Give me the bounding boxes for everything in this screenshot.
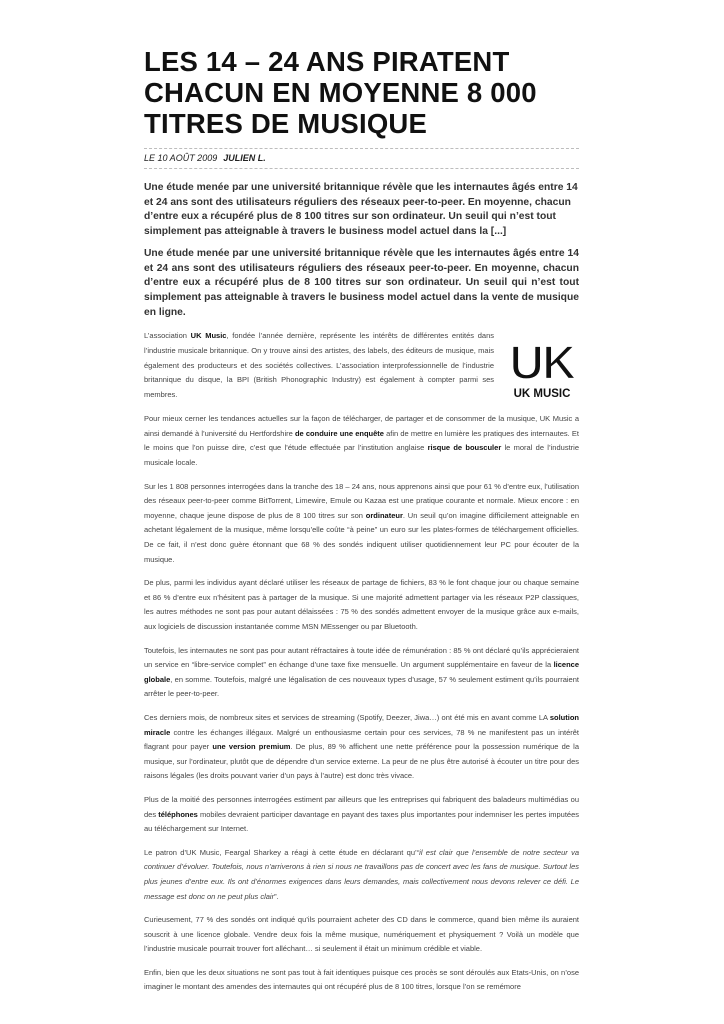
paragraph: Enfin, bien que les deux situations ne sont pas tout à fait identiques puisque ces procès se sont déroulés aux Etats-Unis, on n’ose imaginer le montant des amendes des internautes qui ont récupéré plus de 8 100 titres, lorsque l’on se remémore	[144, 967, 579, 992]
uk-music-logo	[505, 332, 579, 402]
paragraph: Curieusement, 77 % des sondés ont indiqué qu’ils pourraient acheter des CD dans le commerce, quand bien même ils auraient souscrit à une licence globale. Vendre deux fois la même musique, numériquement et physiquement ? Voilà un modèle que l’industrie musicale pourrait trouver fort alléchant… si seulement il était un minimum crédible et viable.	[144, 915, 579, 954]
paragraph: Toutefois, les internautes ne sont pas pour autant réfractaires à toute idée de rémunération : 85 % ont déclaré qu’ils apprécieraient un service en “libre-service complet” en échange d’une taxe fixe mensuelle. Un argument supplémentaire en faveur de la licence globale, en somme. Toutefois, malgré une légalisation de ces nouveaux types d’usage, 57 % seulement estiment qu’ils pourraient arrêter le peer-to-peer.	[144, 645, 579, 699]
article-title: LES 14 – 24 ANS PIRATENT CHACUN EN MOYENNE 8 000 TITRES DE MUSIQUE	[144, 46, 537, 139]
link-enquete[interactable]: de conduire une enquête	[294, 428, 384, 438]
link-uk-music[interactable]: UK Music	[190, 331, 227, 341]
article	[144, 46, 579, 995]
link-licence-globale[interactable]: licence globale	[144, 660, 579, 684]
link-telephones[interactable]: téléphones	[158, 809, 198, 819]
quote: “il est clair que l’ensemble de notre secteur va continuer d’évoluer. Toutefois, nous n’arriverons à rien si nous ne travaillons pas de concert avec les fans de musique. Surtout les plus jeunes d’entre eux. Ils ont d’énormes exigences dans leurs demandes, mais collectivement nous devons relever ce défi. Le message est donc on ne peut plus clair	[144, 847, 579, 901]
paragraph: L’association UK Music, fondée l’année dernière, représente les intérêts de différentes entités dans l’industrie musicale britannique. On y trouve ainsi des artistes, des labels, des éditeurs de musique, mais également des producteurs et des sociétés collectives. L’association interprofessionnelle de l’industrie britannique du disque, la BPI (British Phonographic Industry) est également à compter parmi ses membres.	[144, 331, 495, 399]
paragraph: Sur les 1 808 personnes interrogées dans la tranche des 18 – 24 ans, nous apprenons ainsi que pour 61 % d’entre eux, l’utilisation des réseaux peer-to-peer comme BitTorrent, Limewire, Emule ou Kazaa est une pratique courante et normale. Mieux encore : en moyenne, chaque jeune dispose de plus de 8 100 titres sur son ordinateur. Un seuil qu’on imagine difficilement atteignable en achetant légalement de la musique, même lorsqu’elle coûte “à peine” un euro sur les plates-formes de téléchargement officielles. De ce fait, il n’est donc guère étonnant que 68 % des sondés indiquent utiliser quotidiennement leur PC pour écouter de la musique.	[144, 481, 580, 564]
paragraph: Le patron d’UK Music, Feargal Sharkey a réagi à cette étude en déclarant qu’“il est clair que l’ensemble de notre secteur va continuer d’évoluer. Toutefois, nous n’arriverons à rien si nous ne travaillons pas de concert avec les fans de musique. Surtout les plus jeunes d’entre eux. Ils ont d’énormes exigences dans leurs demandes, mais collectivement nous devons relever ce défi. Le message est donc on ne peut plus clair”.	[144, 847, 579, 901]
paragraph: De plus, parmi les individus ayant déclaré utiliser les réseaux de partage de fichiers, 83 % le font chaque jour ou chaque semaine et 86 % d’entre eux n’hésitent pas à partager de la musique. Si une majorité admettent partager via les réseaux P2P classiques, les autres méthodes ne sont pas pour autant délaissées : 75 % des sondés admettent envoyer de la musique grâce aux e-mails, aux logiciels de discussion instantanée comme MSN MEssenger ou par Bluetooth.	[144, 578, 579, 632]
article-excerpt: Une étude menée par une université britannique révèle que les internautes âgés entre 14 et 24 ans sont des utilisateurs réguliers des réseaux peer-to-peer. En moyenne, chacun d’entre eux a récupéré plus de 8 100 titres sur son ordinateur. Un seuil qui n’est tout simplement pas atteignable à travers le business model actuel dans la [...]	[144, 182, 578, 238]
link-version-premium[interactable]: une version premium	[212, 742, 291, 752]
paragraph: Pour mieux cerner les tendances actuelles sur la façon de télécharger, de partager et de consommer de la musique, UK Music a ainsi demandé à l’université du Hertfordshire de conduire une enquête afin de mettre en lumière les pratiques des internautes. Et le moins que l’on puisse dire, c’est que l’étude effectuée par l’institution anglaise risque de bousculer le moral de l’industrie musicale locale.	[144, 414, 580, 468]
post-author[interactable]: JULIEN L.	[223, 153, 266, 163]
post-date: LE 10 AOÛT 2009	[144, 153, 218, 163]
byline	[144, 149, 579, 168]
link-bousculer[interactable]: risque de bousculer	[427, 443, 502, 453]
uk-logo-letters: UK	[509, 337, 575, 391]
paragraph: Plus de la moitié des personnes interrogées estiment par ailleurs que les entreprises qui fabriquent des baladeurs multimédias ou des téléphones mobiles devraient participer davantage en payant des taxes plus importantes pour indemniser les pertes imputées au téléchargement sur Internet.	[144, 794, 579, 834]
link-solution-miracle[interactable]: solution miracle	[144, 712, 579, 737]
paragraph: Ces derniers mois, de nombreux sites et services de streaming (Spotify, Deezer, Jiwa…) ont été mis en avant comme LA solution miracle contre les échanges illégaux. Malgré un enthousiasme certain pour ces services, 78 % ne manifestent pas un intérêt flagrant pour payer une version premium. De plus, 89 % affichent une nette préférence pour la possession numérique de la musique, sur l’ordinateur, plutôt que de dépendre d’un service externe. La peur de ne plus être autorisé à écouter un titre pour des raisons légales (les droits pouvant varier d’un pays à l’autre) est donc très vivace.	[144, 712, 580, 781]
uk-logo-caption: UK MUSIC	[513, 388, 571, 401]
article-intro: Une étude menée par une université britannique révèle que les internautes âgés entre 14 et 24 ans sont des utilisateurs réguliers des réseaux peer-to-peer. En moyenne, chacun d’entre eux a récupéré plus de 8 100 titres sur son ordinateur. Un seuil qui n’est tout simplement pas atteignable à travers le business model actuel dans la vente de musique en ligne.	[144, 247, 579, 318]
link-ordinateur[interactable]: ordinateur	[365, 510, 403, 520]
